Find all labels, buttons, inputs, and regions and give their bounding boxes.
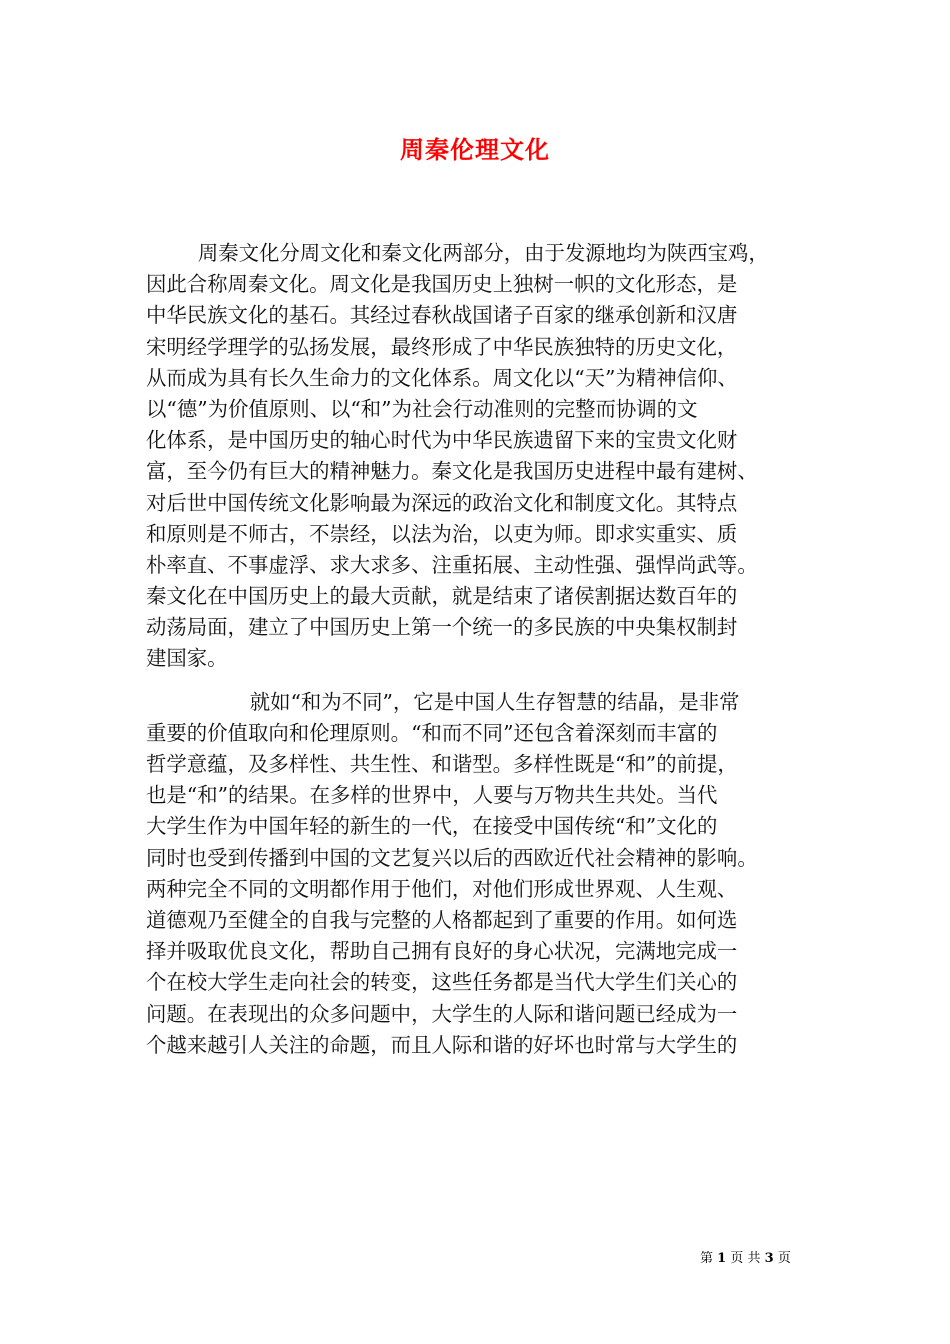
text-line: 朴率直、不事虚浮、求大求多、注重拓展、主动性强、强悍尚武等。: [146, 552, 758, 577]
text-line: 宋明经学理学的弘扬发展，最终形成了中华民族独特的历史文化，: [146, 334, 738, 359]
text-line: 就如“和为不同”，它是中国人生存智慧的结晶，是非常: [146, 689, 740, 714]
text-line: 因此合称周秦文化。周文化是我国历史上独树一帜的文化形态，是: [146, 272, 738, 297]
footer-prefix: 第: [700, 1251, 714, 1266]
document-title: 周秦伦理文化: [400, 135, 550, 164]
paragraph-2: [146, 687, 822, 1061]
text-line: 秦文化在中国历史上的最大贡献，就是结束了诸侯割据达数百年的: [146, 584, 738, 609]
text-line: 化体系，是中国历史的轴心时代为中华民族遗留下来的宝贵文化财: [146, 428, 738, 453]
text-line: 问题。在表现出的众多问题中，大学生的人际和谐问题已经成为一: [146, 1001, 738, 1026]
text-line: 个在校大学生走向社会的转变，这些任务都是当代大学生们关心的: [146, 970, 738, 995]
text-line: 哲学意蕴，及多样性、共生性、和谐型。多样性既是“和”的前提，: [146, 752, 738, 776]
text-line: 动荡局面，建立了中国历史上第一个统一的多民族的中央集权制封: [146, 615, 738, 640]
text-line: 两种完全不同的文明都作用于他们，对他们形成世界观、人生观、: [146, 876, 738, 901]
text-line: 大学生作为中国年轻的新生的一代，在接受中国传统“和”文化的: [146, 814, 718, 839]
current-page-number: 1: [717, 1251, 727, 1266]
text-line: 和原则是不师古，不崇经，以法为治，以吏为师。即求实重实、质: [146, 521, 738, 546]
footer-middle: 页 共: [730, 1251, 761, 1266]
page-number-footer: [700, 1247, 791, 1266]
text-line: 重要的价值取向和伦理原则。“和而不同”还包含着深刻而丰富的: [146, 720, 718, 745]
text-line: 道德观乃至健全的自我与完整的人格都起到了重要的作用。如何选: [146, 907, 738, 932]
text-line: 也是“和”的结果。在多样的世界中，人要与万物共生共处。当代: [146, 783, 718, 808]
text-line: 同时也受到传播到中国的文艺复兴以后的西欧近代社会精神的影响。: [146, 845, 758, 870]
text-line: 择并吸取优良文化，帮助自己拥有良好的身心状况，完满地完成一: [146, 939, 738, 964]
text-line: 对后世中国传统文化影响最为深远的政治文化和制度文化。其特点: [146, 490, 738, 515]
paragraph-1: [146, 238, 822, 675]
text-line: 富，至今仍有巨大的精神魅力。秦文化是我国历史进程中最有建树、: [146, 459, 758, 484]
paragraph-gap: [146, 675, 822, 687]
text-line: 从而成为具有长久生命力的文化体系。周文化以“天”为精神信仰、: [146, 365, 738, 390]
text-line: 周秦文化分周文化和秦文化两部分，由于发源地均为陕西宝鸡，: [146, 241, 769, 265]
footer-suffix: 页: [777, 1251, 791, 1266]
total-page-count: 3: [764, 1251, 774, 1266]
text-line: 建国家。: [146, 646, 228, 671]
text-line: 以“德”为价值原则、以“和”为社会行动准则的完整而协调的文: [146, 396, 698, 421]
text-line: 个越来越引人关注的命题，而且人际和谐的好坏也时常与大学生的: [146, 1032, 738, 1057]
document-body: [146, 238, 822, 1061]
text-line: 中华民族文化的基石。其经过春秋战国诸子百家的继承创新和汉唐: [146, 303, 738, 328]
